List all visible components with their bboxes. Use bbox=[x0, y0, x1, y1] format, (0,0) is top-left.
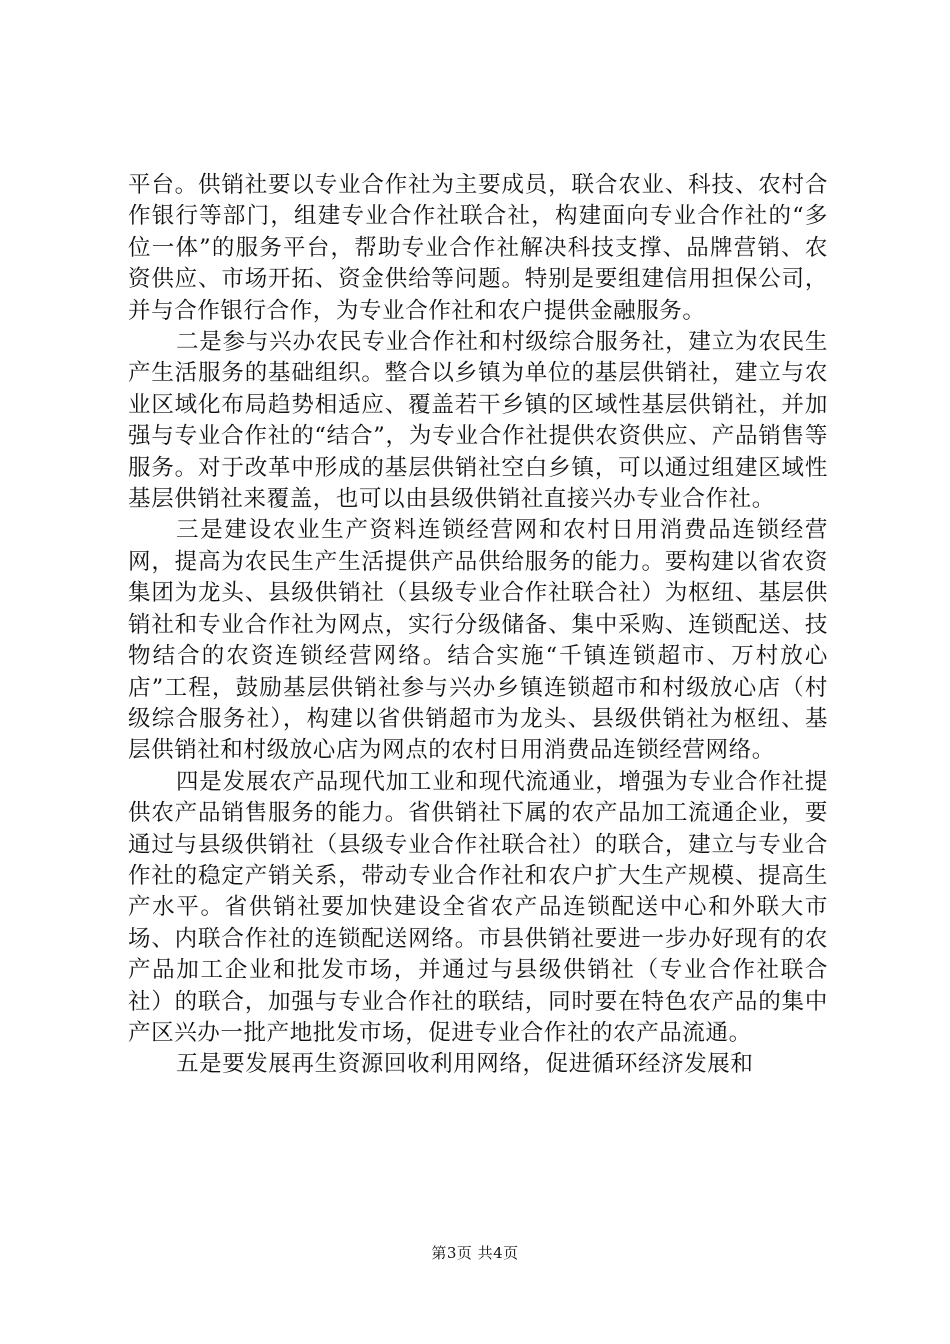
paragraph-3: 三是建设农业生产资料连锁经营网和农村日用消费品连锁经营网，提高为农民生产生活提供产品供给服务的能力。要构建以省农资集团为龙头、县级供销社（县级专业合作社联合社）为枢纽、基层供销社和专业合作社为网点，实行分级储备、集中采购、连锁配送、技物结合的农资连锁经营网络。结合实施“千镇连锁超市、万村放心店”工程，鼓励基层供销社参与兴办乡镇连锁超市和村级放心店（村级综合服务社），构建以省供销超市为龙头、县级供销社为枢纽、基层供销社和村级放心店为网点的农村日用消费品连锁经营网络。 bbox=[128, 517, 828, 764]
paragraph-5: 五是要发展再生资源回收利用网络，促进循环经济发展和 bbox=[176, 1051, 754, 1078]
page-footer: 第3页 共4页 bbox=[431, 1244, 519, 1262]
paragraph-1: 平台。供销社要以专业合作社为主要成员，联合农业、科技、农村合作银行等部门，组建专业合作社联合社，构建面向专业合作社的“多位一体”的服务平台，帮助专业合作社解决科技支撑、品牌营销、农资供应、市场开拓、资金供给等问题。特别是要组建信用担保公司，并与合作银行合作，为专业合作社和农户提供金融服务。 bbox=[128, 172, 828, 324]
body-text bbox=[128, 170, 828, 1081]
paragraph-2: 二是参与兴办农民专业合作社和村级综合服务社，建立为农民生产生活服务的基础组织。整合以乡镇为单位的基层供销社，建立与农业区域化布局趋势相适应、覆盖若干乡镇的区域性基层供销社，并加强与专业合作社的“结合”，为专业合作社提供农资供应、产品销售等服务。对于改革中形成的基层供销社空白乡镇，可以通过组建区域性基层供销社来覆盖，也可以由县级供销社直接兴办专业合作社。 bbox=[128, 329, 828, 513]
paragraph-4: 四是发展农产品现代加工业和现代流通业，增强为专业合作社提供农产品销售服务的能力。省供销社下属的农产品加工流通企业，要通过与县级供销社（县级专业合作社联合社）的联合，建立与专业合作社的稳定产销关系，带动专业合作社和农户扩大生产规模、提高生产水平。省供销社要加快建设全省农产品连锁配送中心和外联大市场、内联合作社的连锁配送网络。市县供销社要进一步办好现有的农产品加工企业和批发市场，并通过与县级供销社（专业合作社联合社）的联合，加强与专业合作社的联结，同时要在特色农产品的集中产区兴办一批产地批发市场，促进专业合作社的农产品流通。 bbox=[128, 768, 828, 1046]
